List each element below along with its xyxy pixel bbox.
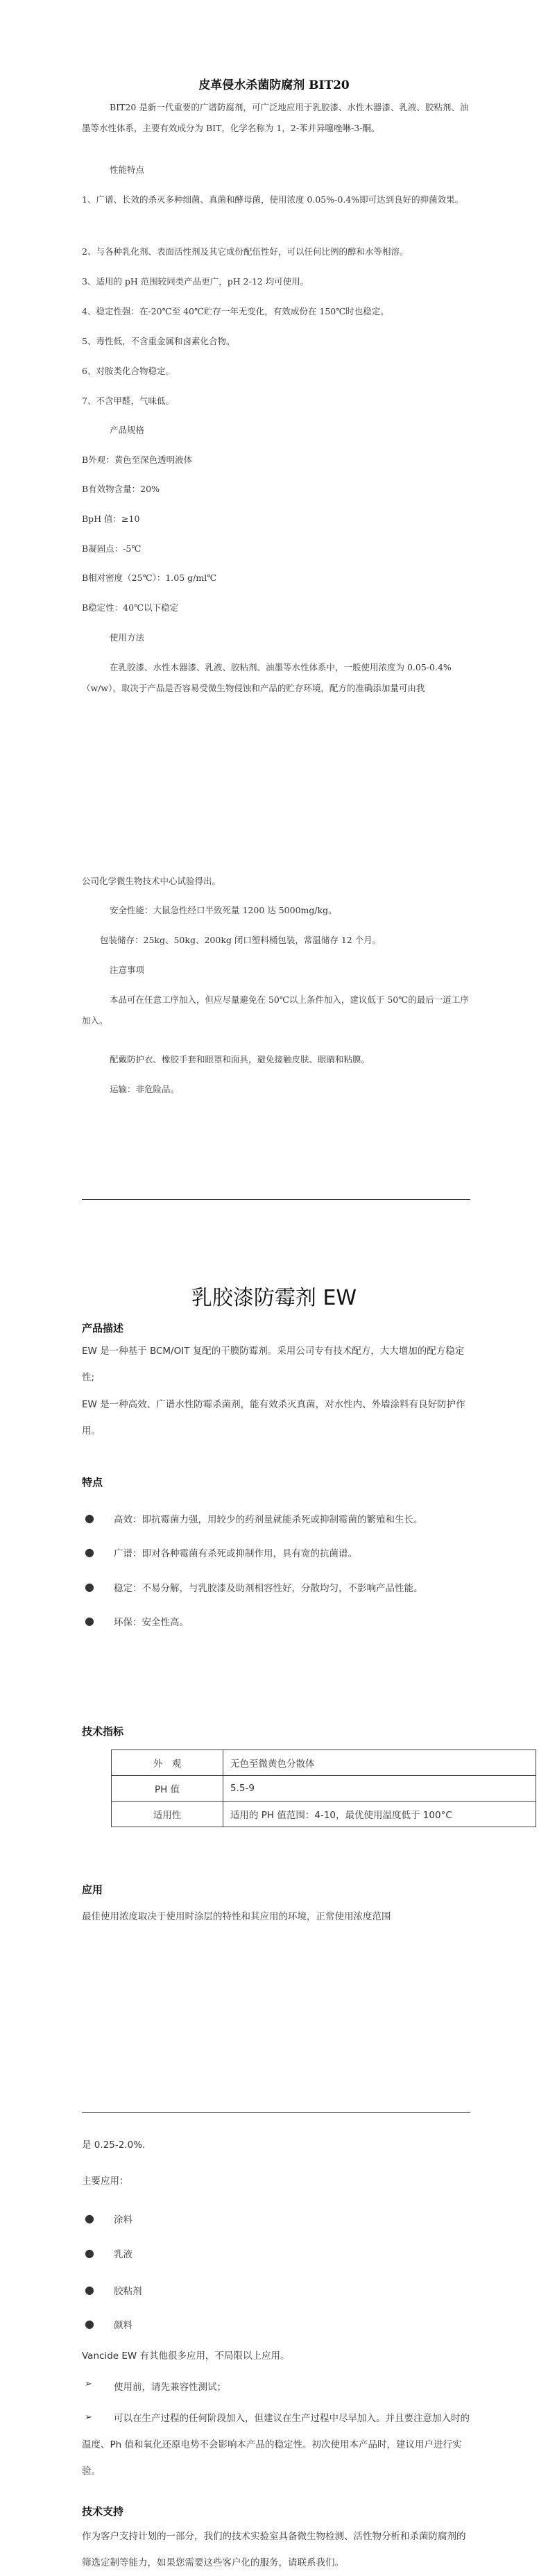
table-row: PH 值 5.5-9: [112, 1776, 536, 1802]
doc1-packing: 包装储存：25kg、50kg、200kg 闭口塑料桶包装，常温储存 12 个月。: [100, 935, 382, 945]
doc2-support-title: 技术支持: [82, 2505, 124, 2518]
doc2-main-use: 主要应用：: [82, 2176, 129, 2187]
doc1-spec-5: B相对密度（25℃）：1.05 g/ml℃: [82, 573, 217, 583]
bullet-icon: ●: [85, 1545, 94, 1559]
doc1-notes: 本品可在任意工序加入，但应尽量避免在 50℃以上条件加入，建议低于 50℃的最后一道工序加入。: [82, 994, 469, 1026]
doc2-spec-table: [111, 1749, 536, 1827]
doc1-spec-title: 产品规格: [110, 425, 145, 435]
doc2-range-note: Vancide EW 有其他很多应用，不局限以上应用。: [82, 2350, 290, 2362]
doc2-features-title: 特点: [82, 1476, 103, 1489]
doc1-feature-4: 4、稳定性强：在-20℃至 40℃贮存一年无变化，有效成份在 150℃时也稳定。: [82, 306, 389, 316]
doc1-protect: 配戴防护衣、橡胶手套和眼罩和面具，避免接触皮肤、眼睛和粘膜。: [110, 1054, 370, 1065]
doc1-transport: 运输：非危险品。: [110, 1084, 180, 1094]
arrow-bullet-icon: ➢: [85, 2412, 92, 2423]
bullet-icon: ●: [85, 2246, 94, 2260]
doc2-tip-2: 可以在生产过程的任何阶段加入，但建议在生产过程中尽早加入。并且要注意加入时的温度、Ph 值和氧化还原电势不会影响本产品的稳定性。初次使用本产品时，建议用户进行实验。: [82, 2413, 470, 2477]
doc1-feature-3: 3、适用的 pH 范围较同类产品更广，pH 2-12 均可使用。: [82, 276, 309, 287]
table-row: 适用性 适用的 PH 值范围：4-10，最优使用温度低于 100°C: [112, 1802, 536, 1827]
doc2-desc-1: EW 是一种基于 BCM/OIT 复配的干膜防霉剂。采用公司专有技术配方，大大增加的配方稳定性;: [82, 1346, 465, 1383]
doc2-spec-title: 技术指标: [82, 1725, 124, 1738]
doc1-usage-title: 使用方法: [110, 632, 145, 643]
doc1-notes-title: 注意事项: [110, 965, 145, 975]
bullet-icon: ●: [85, 2317, 94, 2330]
doc1-feature-6: 6、对胺类化合物稳定。: [82, 366, 174, 376]
doc1-spec-6: B稳定性：40℃以下稳定: [82, 602, 179, 613]
bullet-icon: ●: [85, 2212, 94, 2225]
doc1-features-title: 性能特点: [110, 164, 145, 175]
doc2-desc-title: 产品描述: [82, 1322, 124, 1334]
bullet-icon: ●: [85, 1580, 94, 1593]
doc1-usage-cont: 公司化学微生物技术中心试验得出。: [82, 876, 221, 886]
bullet-icon: ●: [85, 1511, 94, 1525]
doc1-spec-2: B有效物含量：20%: [82, 484, 160, 494]
doc1-usage-text: 在乳胶漆、水性木器漆、乳液、胶粘剂、油墨等水性体系中，一般使用浓度为 0.05-0.4%（w/w），取决于产品是否容易受微生物侵蚀和产品的贮存环境，配方的准确添加量可由我: [82, 662, 452, 693]
doc1-title: 皮革侵水杀菌防腐剂 BIT20: [198, 78, 350, 92]
arrow-bullet-icon: ➢: [85, 2379, 92, 2389]
doc2-apply-text: 最佳使用浓度取决于使用时涂层的特性和其应用的环境，正常使用浓度范围: [82, 1911, 391, 1922]
doc2-desc-2: EW 是一种高效、广谱水性防霉杀菌剂，能有效杀灭真菌，对水性内、外墙涂料有良好防护作用。: [82, 1399, 465, 1437]
doc1-spec-1: B外观：黄色至深色透明液体: [82, 455, 193, 465]
bullet-icon: ●: [85, 2283, 94, 2296]
bullet-icon: ●: [85, 1614, 94, 1627]
doc1-intro: BIT20 是新一代重要的广谱防腐剂，可广泛地应用于乳胶漆、水性木器漆、乳液、胶粘剂、油墨等水性体系，主要有效成分为 BIT，化学名称为 1，2-苯并异噻唑啉-3-酮。: [82, 102, 469, 133]
doc1-spec-3: BpH 值：≥10: [82, 514, 140, 524]
doc1-feature-2: 2、与各种乳化剂、表面活性剂及其它成份配伍性好，可以任何比例的醇和水等相溶。: [82, 246, 409, 257]
section-divider-1: [82, 1199, 470, 1200]
doc2-apply-title: 应用: [82, 1883, 103, 1896]
doc1-safety: 安全性能：大鼠急性经口半致死量 1200 达 5000mg/kg。: [110, 905, 337, 915]
doc1-spec-4: B凝固点：-5℃: [82, 543, 142, 554]
doc2-title: 乳胶漆防霉剂 EW: [191, 1286, 357, 1310]
doc1-feature-1: 1、广谱、长效的杀灭多种细菌、真菌和酵母菌，使用浓度 0.05%-0.4%即可达到良好的抑菌效果。: [82, 194, 464, 205]
doc2-support-text: 作为客户支持计划的一部分，我们的技术实验室具备微生物检测、活性物分析和杀菌防腐剂的筛选定制等能力，如果您需要这些客户化的服务，请联系我们。: [82, 2531, 466, 2568]
section-divider-2: [82, 2112, 470, 2113]
doc2-apply-cont: 是 0.25-2.0%.: [82, 2139, 146, 2151]
table-row: 外 观 无色至微黄色分散体: [112, 1750, 536, 1776]
doc1-feature-7: 7、不含甲醛，气味低。: [82, 396, 174, 406]
doc1-feature-5: 5、毒性低，不含重金属和卤素化合物。: [82, 336, 235, 346]
